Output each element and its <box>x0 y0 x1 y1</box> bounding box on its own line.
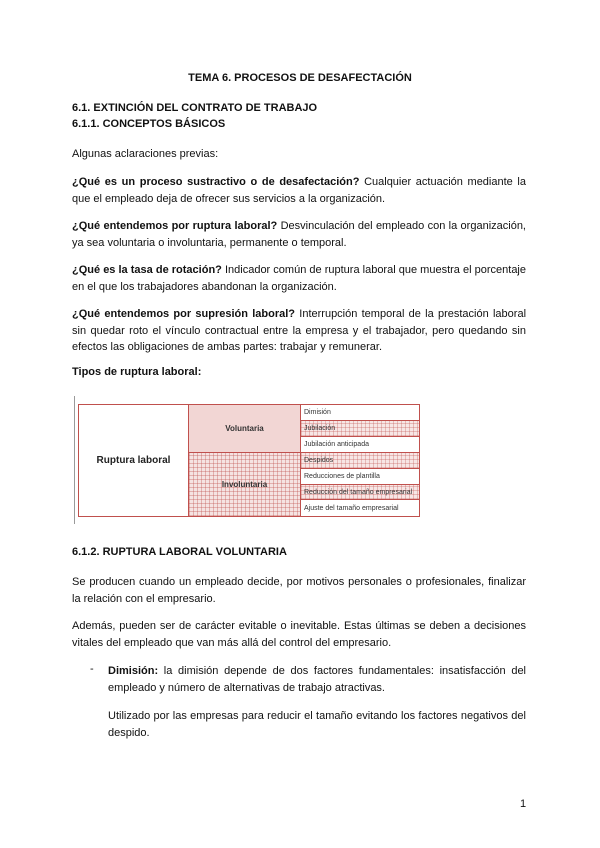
diagram-involuntary-cell: Involuntaria <box>189 453 301 516</box>
definition-answer: Interrupción temporal de la prestación laboral sin quedar roto el vínculo contractual entre la empresa y el trabajador, pero quedando sin efectos las obligaciones de ambas partes: trabajar y remunerar. <box>72 308 527 353</box>
voluntary-paragraph-2: Además, pueden ser de carácter evitable o inevitable. Estas últimas se deben a decisiones vitales del empleado que van más allá del control del empresario. <box>72 620 526 649</box>
diagram-leaf-jubilacion-anticipada: Jubilación anticipada <box>301 437 419 453</box>
bullet-dash: - <box>90 663 94 675</box>
diagram-table <box>78 404 420 517</box>
definition-question: ¿Qué entendemos por ruptura laboral? <box>72 220 278 232</box>
bullet-followup-paragraph: Utilizado por las empresas para reducir el tamaño evitando los factores negativos del despido. <box>108 710 526 739</box>
diagram-left-rule <box>74 396 75 524</box>
diagram-leaf-jubilacion: Jubilación <box>301 421 419 437</box>
definition-question: ¿Qué es la tasa de rotación? <box>72 264 222 276</box>
diagram-leaf-reduccion-tamano: Reducción del tamaño empresarial <box>301 485 419 500</box>
voluntary-paragraph-1: Se producen cuando un empleado decide, por motivos personales o profesionales, finalizar la relación con el empresario. <box>72 576 526 605</box>
definition-question: ¿Qué es un proceso sustractivo o de desafectación? <box>72 176 360 188</box>
definition-1 <box>72 174 526 207</box>
definition-4 <box>72 306 526 356</box>
diagram-leaf-reducciones-plantilla: Reducciones de plantilla <box>301 469 419 485</box>
definition-answer: Indicador común de ruptura laboral que muestra el porcentaje en el que los trabajadores abandonan la organización. <box>72 264 526 293</box>
definition-question: ¿Qué entendemos por supresión laboral? <box>72 308 296 320</box>
section-heading-6-1: 6.1. EXTINCIÓN DEL CONTRATO DE TRABAJO <box>72 102 318 114</box>
section-heading-6-1-1: 6.1.1. CONCEPTOS BÁSICOS <box>72 118 226 130</box>
diagram-leaf-dimision: Dimisión <box>301 405 419 421</box>
diagram-root-cell: Ruptura laboral <box>79 405 189 516</box>
section-heading-6-1-2: 6.1.2. RUPTURA LABORAL VOLUNTARIA <box>72 546 287 558</box>
definition-answer: Desvinculación del empleado con la organización, ya sea voluntaria o involuntaria, permanente o temporal. <box>72 220 526 249</box>
bullet-text: la dimisión depende de dos factores fundamentales: insatisfacción del empleado y número de alternativas de trabajo atractivas. <box>108 665 526 694</box>
diagram-leaf-despidos: Despidos <box>301 453 419 469</box>
definition-answer: Cualquier actuación mediante la que el empleado deja de ofrecer sus servicios a la organización. <box>72 176 526 205</box>
page-title: TEMA 6. PROCESOS DE DESAFECTACIÓN <box>188 72 412 84</box>
definition-2 <box>72 218 526 251</box>
bullet-term: Dimisión: <box>108 665 159 677</box>
ruptura-laboral-diagram <box>72 396 528 524</box>
definition-3 <box>72 262 526 295</box>
diagram-leaf-ajuste-tamano: Ajuste del tamaño empresarial <box>304 504 399 512</box>
types-heading: Tipos de ruptura laboral: <box>72 366 202 378</box>
diagram-voluntary-cell: Voluntaria <box>189 405 301 453</box>
bullet-dimision <box>108 663 526 696</box>
page-number: 1 <box>520 798 527 810</box>
intro-text: Algunas aclaraciones previas: <box>72 148 219 160</box>
